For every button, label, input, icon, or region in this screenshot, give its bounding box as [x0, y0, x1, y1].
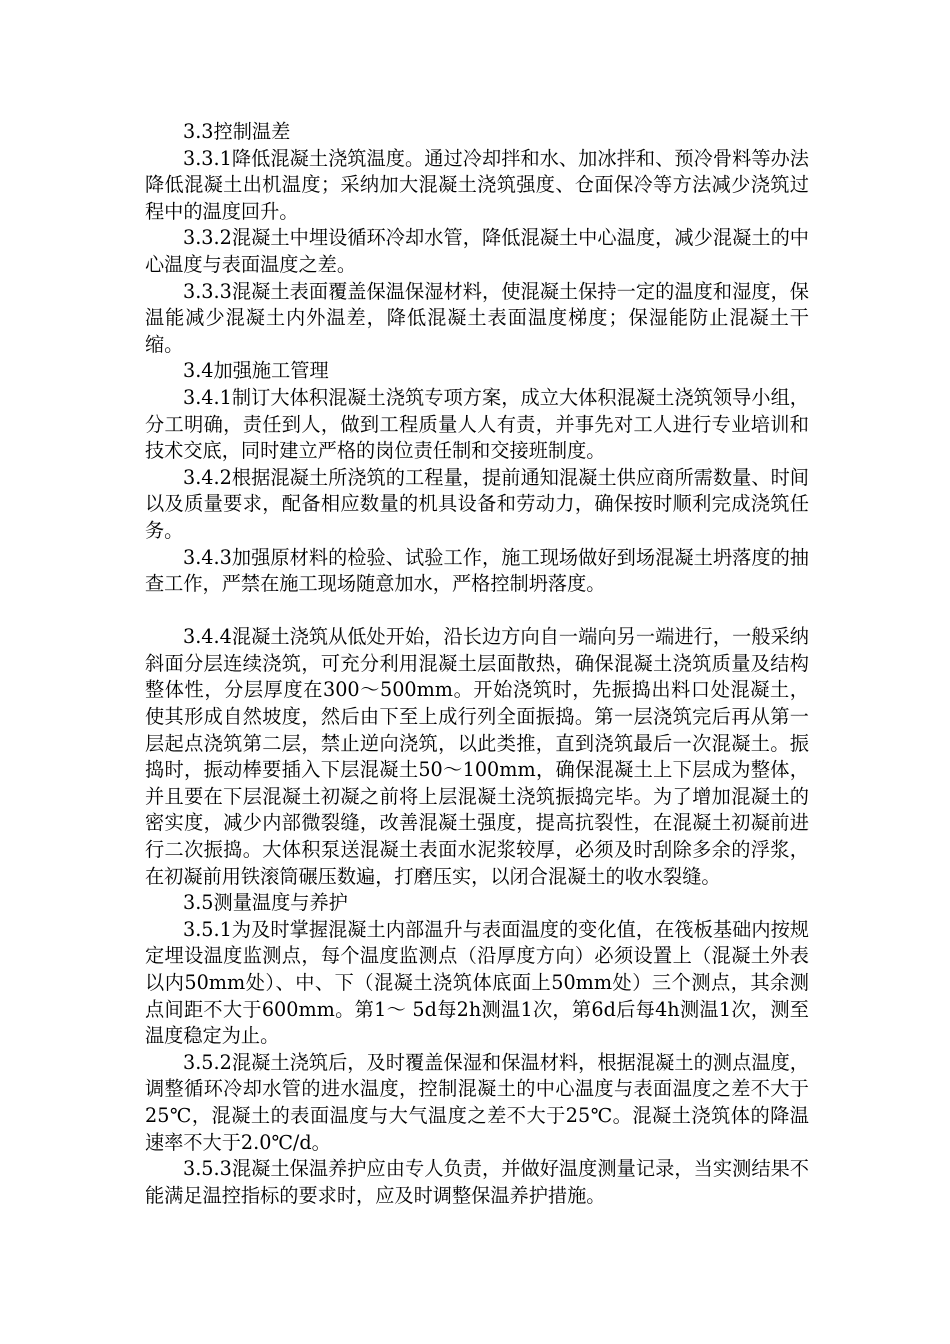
section-heading-3-3: 3.3控制温差 [183, 120, 291, 143]
paragraph-3-3-3: 3.3.3混凝土表面覆盖保温保湿材料，使混凝土保持一定的温度和湿度，保温能减少混凝土内外温差，降低混凝土表面温度梯度；保湿能防止混凝土干缩。 [145, 279, 809, 356]
paragraph-3-5-1: 3.5.1为及时掌握混凝土内部温升与表面温度的变化值，在筏板基础内按规定埋设温度监测点，每个温度监测点（沿厚度方向）必须设置上（混凝土外表以内50mm处）、中、下（混凝土浇筑体底面上50mm处）三个测点，其余测点间距不大于600mm。第1～ 5d每2h测温1次，第6d后每4h测温1次，测至温度稳定为止。 [145, 917, 809, 1048]
paragraph-3-5-2: 3.5.2混凝土浇筑后，及时覆盖保湿和保温材料，根据混凝土的测点温度，调整循环冷却水管的进水温度，控制混凝土的中心温度与表面温度之差不大于25℃，混凝土的表面温度与大气温度之差不大于25℃。混凝土浇筑体的降温速率不大于2.0℃/d。 [145, 1050, 809, 1154]
section-heading-3-5: 3.5测量温度与养护 [183, 891, 348, 915]
paragraph-3-4-3: 3.4.3加强原材料的检验、试验工作，施工现场做好到场混凝土坍落度的抽查工作，严禁在施工现场随意加水，严格控制坍落度。 [145, 545, 809, 596]
paragraph-3-4-1: 3.4.1制订大体积混凝土浇筑专项方案，成立大体积混凝土浇筑领导小组，分工明确，责任到人，做到工程质量人人有责，并事先对工人进行专业培训和技术交底，同时建立严格的岗位责任制和交接班制度。 [145, 385, 809, 463]
document-body [145, 119, 809, 1209]
paragraph-3-4-4: 3.4.4混凝土浇筑从低处开始，沿长边方向自一端向另一端进行，一般采纳斜面分层连续浇筑，可充分利用混凝土层面散热，确保混凝土浇筑质量及结构整体性，分层厚度在300～500mm。开始浇筑时，先振捣出料口处混凝土，使其形成自然坡度，然后由下至上成行列全面振捣。第一层浇筑完后再从第一层起点浇筑第二层，禁止逆向浇筑，以此类推，直到浇筑最后一次混凝土。振捣时，振动棒要插入下层混凝土50～100mm，确保混凝土上下层成为整体，并且要在下层混凝土初凝之前将上层混凝土浇筑振捣完毕。为了增加混凝土的密实度，减少内部微裂缝，改善混凝土强度，提高抗裂性，在混凝土初凝前进行二次振捣。大体积泵送混凝土表面水泥浆较厚，必须及时刮除多余的浮浆，在初凝前用铁滚筒碾压数遍，打磨压实，以闭合混凝土的收水裂缝。 [145, 625, 809, 888]
section-heading-3-4: 3.4加强施工管理 [183, 359, 329, 383]
paragraph-3-5-3: 3.5.3混凝土保温养护应由专人负责，并做好温度测量记录，当实测结果不能满足温控指标的要求时，应及时调整保温养护措施。 [145, 1157, 809, 1207]
paragraph-3-3-1: 3.3.1降低混凝土浇筑温度。通过冷却拌和水、加冰拌和、预冷骨料等办法降低混凝土出机温度；采纳加大混凝土浇筑强度、仓面保冷等方法减少浇筑过程中的温度回升。 [145, 146, 809, 223]
paragraph-3-3-2: 3.3.2混凝土中埋设循环冷却水管，降低混凝土中心温度，减少混凝土的中心温度与表面温度之差。 [145, 226, 809, 276]
paragraph-3-4-2: 3.4.2根据混凝土所浇筑的工程量，提前通知混凝土供应商所需数量、时间以及质量要求，配备相应数量的机具设备和劳动力，确保按时顺利完成浇筑任务。 [145, 465, 809, 542]
